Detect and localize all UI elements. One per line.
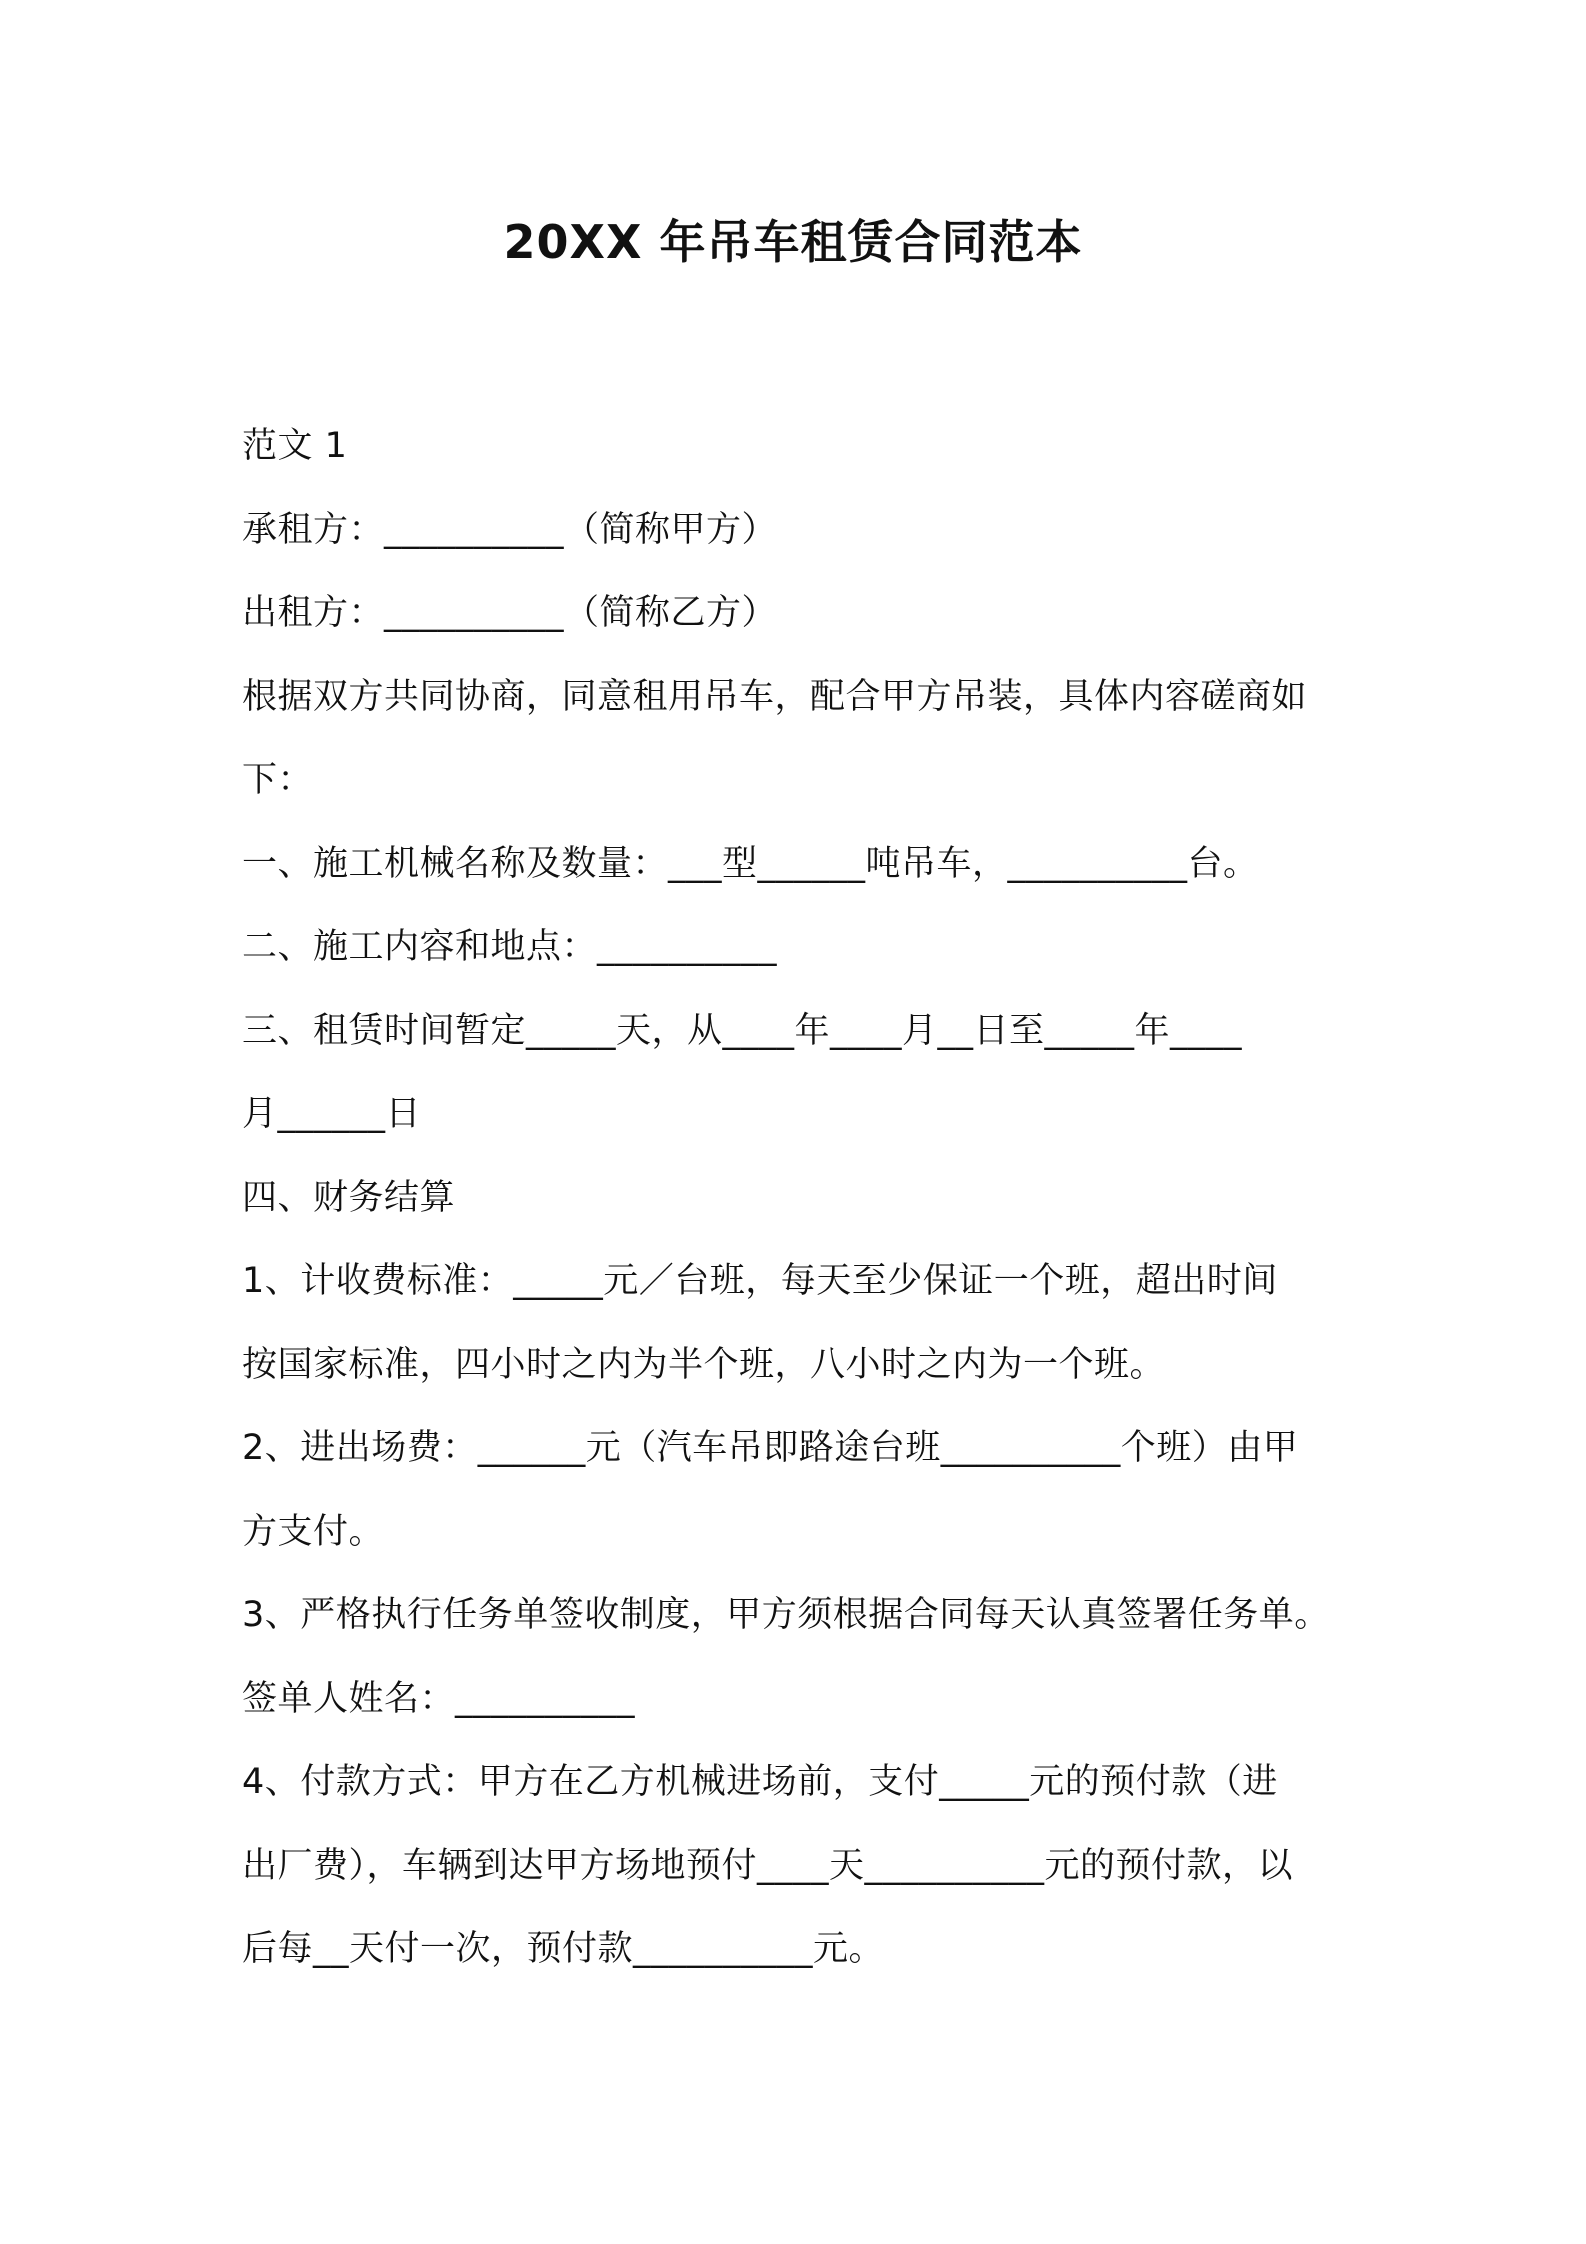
paragraph-line: 出租方：__________（简称乙方） bbox=[242, 593, 778, 633]
paragraph-line: 按国家标准，四小时之内为半个班，八小时之内为一个班。 bbox=[242, 1344, 1166, 1385]
paragraph-line: 3、严格执行任务单签收制度，甲方须根据合同每天认真签署任务单。 bbox=[242, 1595, 1330, 1635]
paragraph-line: 2、进出场费：______元（汽车吊即路途台班__________个班）由甲 bbox=[242, 1428, 1299, 1468]
paragraph-line: 一、施工机械名称及数量：___型______吨吊车，__________台。 bbox=[242, 843, 1259, 884]
document-body bbox=[242, 405, 1392, 1992]
paragraph-line: 承租方：__________（简称甲方） bbox=[242, 509, 778, 550]
paragraph-line: 下： bbox=[242, 760, 314, 800]
paragraph-line: 根据双方共同协商，同意租用吊车，配合甲方吊装，具体内容磋商如 bbox=[242, 676, 1308, 717]
paragraph-line: 月______日 bbox=[242, 1094, 422, 1134]
paragraph-line: 签单人姓名：__________ bbox=[242, 1678, 636, 1719]
paragraph-line: 后每__天付一次，预付款__________元。 bbox=[242, 1929, 885, 1969]
paragraph-line: 方支付。 bbox=[242, 1511, 385, 1552]
paragraph-line: 二、施工内容和地点：__________ bbox=[242, 927, 778, 967]
paragraph-line: 1、计收费标准：_____元／台班，每天至少保证一个班，超出时间 bbox=[242, 1261, 1278, 1301]
document-title: 20XX 年吊车租赁合同范本 bbox=[503, 215, 1083, 269]
paragraph-line: 范文 1 bbox=[242, 426, 348, 466]
paragraph-line: 三、租赁时间暂定_____天，从____年____月__日至_____年____ bbox=[242, 1010, 1243, 1051]
paragraph-line: 出厂费），车辆到达甲方场地预付____天__________元的预付款，以 bbox=[242, 1845, 1294, 1886]
paragraph-line: 4、付款方式：甲方在乙方机械进场前，支付_____元的预付款（进 bbox=[242, 1762, 1278, 1802]
paragraph-line: 四、财务结算 bbox=[242, 1177, 456, 1218]
